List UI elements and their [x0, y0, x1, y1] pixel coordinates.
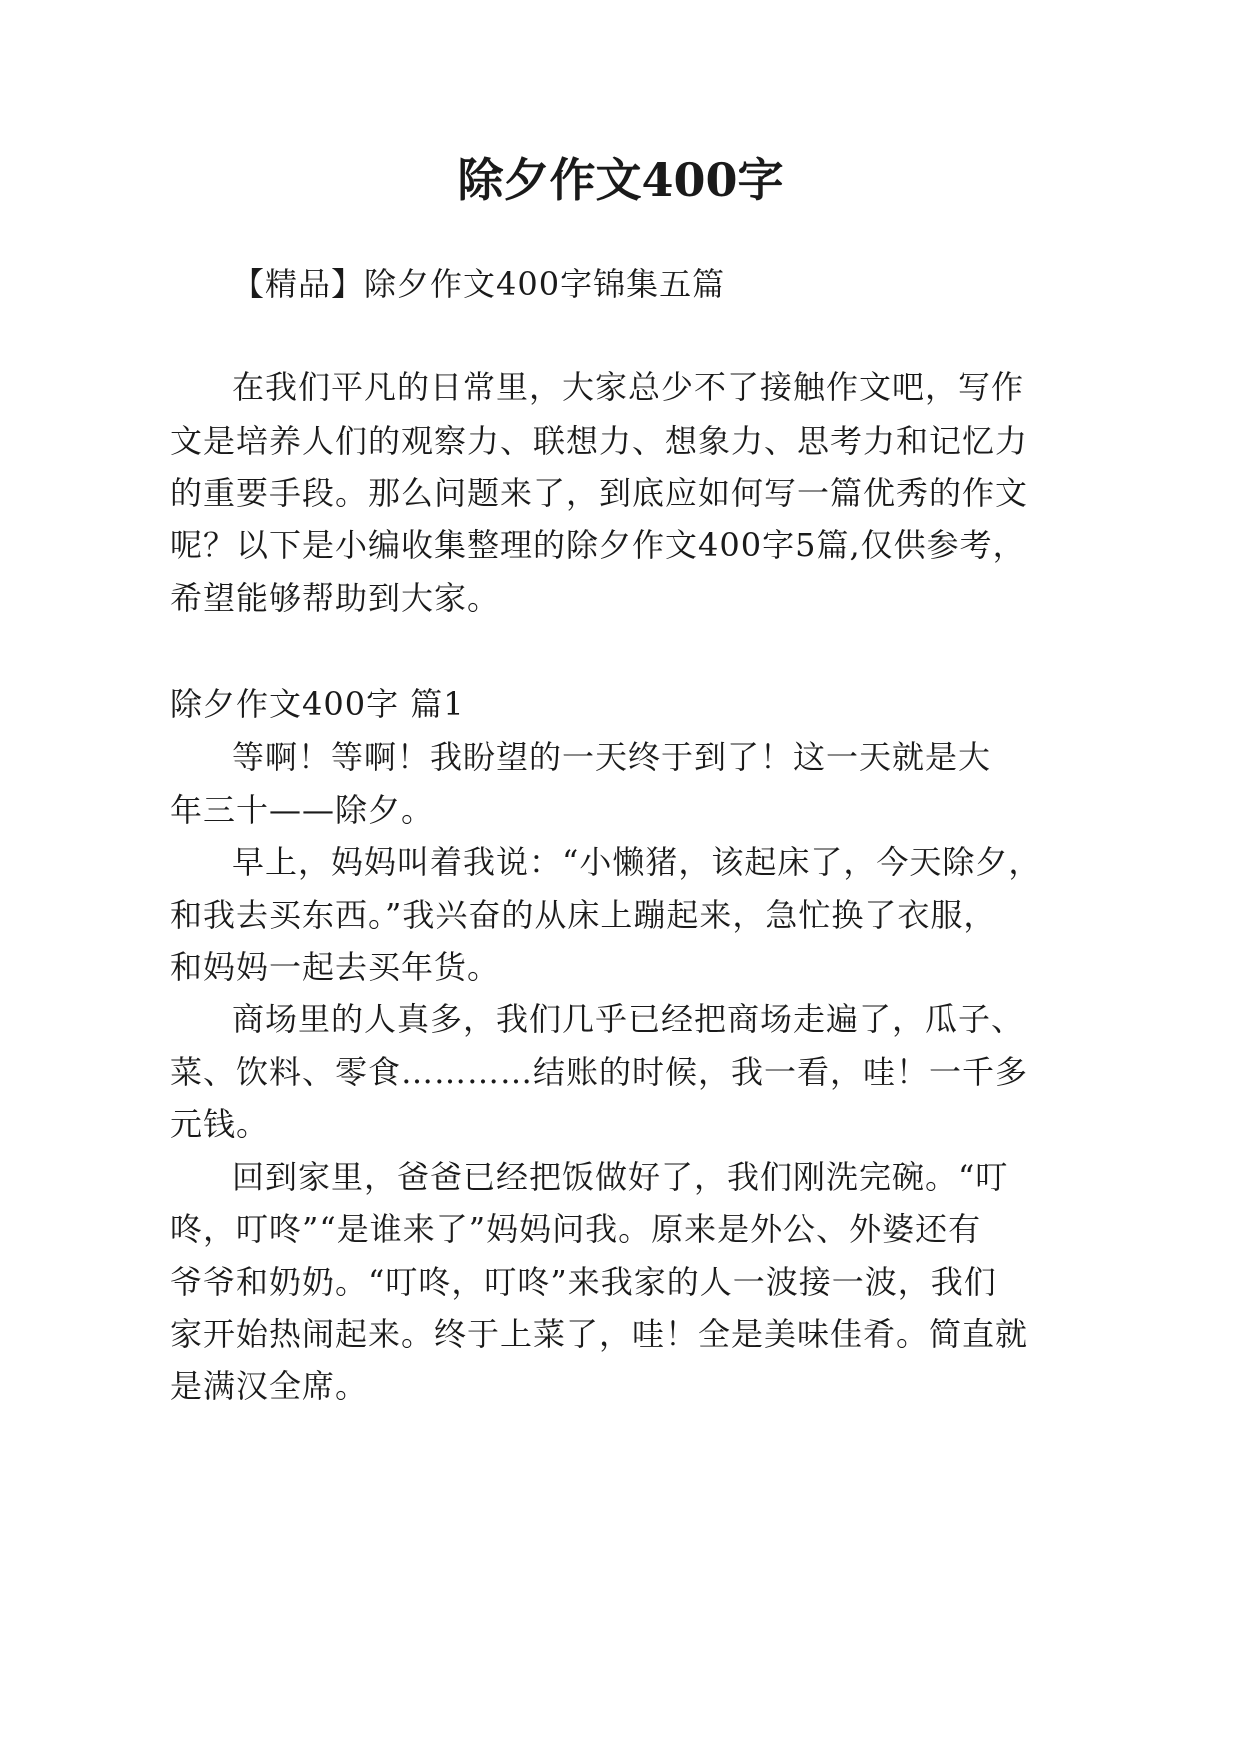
body-line-11: 爷爷和奶奶。“叮咚，叮咚”来我家的人一波接一波，我们	[170, 1263, 997, 1301]
body-line-10: 咚，叮咚”“是谁来了”妈妈问我。原来是外公、外婆还有	[170, 1210, 982, 1248]
intro-line-2: 文是培养人们的观察力、联想力、想象力、思考力和记忆力	[170, 422, 1029, 460]
body-line-13: 是满汉全席。	[170, 1367, 369, 1405]
intro-line-5: 希望能够帮助到大家。	[170, 579, 501, 617]
body-line-12: 家开始热闹起来。终于上菜了，哇！全是美味佳肴。简直就	[170, 1315, 1029, 1353]
body-line-7: 菜、饮料、零食…………结账的时候，我一看，哇！一千多	[170, 1053, 1029, 1091]
body-line-4: 和我去买东西。”我兴奋的从床上蹦起来，急忙换了衣服，	[170, 896, 997, 934]
body-line-6: 商场里的人真多，我们几乎已经把商场走遍了，瓜子、	[232, 1000, 1025, 1038]
document-title: 除夕作文400字	[457, 153, 784, 207]
body-line-8: 元钱。	[170, 1105, 270, 1143]
body-line-1: 等啊！等啊！我盼望的一天终于到了！这一天就是大	[232, 738, 992, 776]
body-line-5: 和妈妈一起去买年货。	[170, 948, 501, 986]
body-line-9: 回到家里，爸爸已经把饭做好了，我们刚洗完碗。“叮	[232, 1158, 1009, 1196]
body-line-2: 年三十——除夕。	[170, 791, 435, 829]
document-subtitle: 【精品】除夕作文400字锦集五篇	[232, 265, 726, 303]
body-line-3: 早上，妈妈叫着我说：“小懒猪，该起床了，今天除夕，	[232, 843, 1042, 881]
intro-line-3: 的重要手段。那么问题来了，到底应如何写一篇优秀的作文	[170, 474, 1029, 512]
intro-line-1: 在我们平凡的日常里，大家总少不了接触作文吧，写作	[232, 368, 1025, 406]
intro-line-4: 呢？以下是小编收集整理的除夕作文400字5篇,仅供参考，	[170, 526, 1026, 564]
section-heading: 除夕作文400字 篇1	[170, 685, 465, 723]
